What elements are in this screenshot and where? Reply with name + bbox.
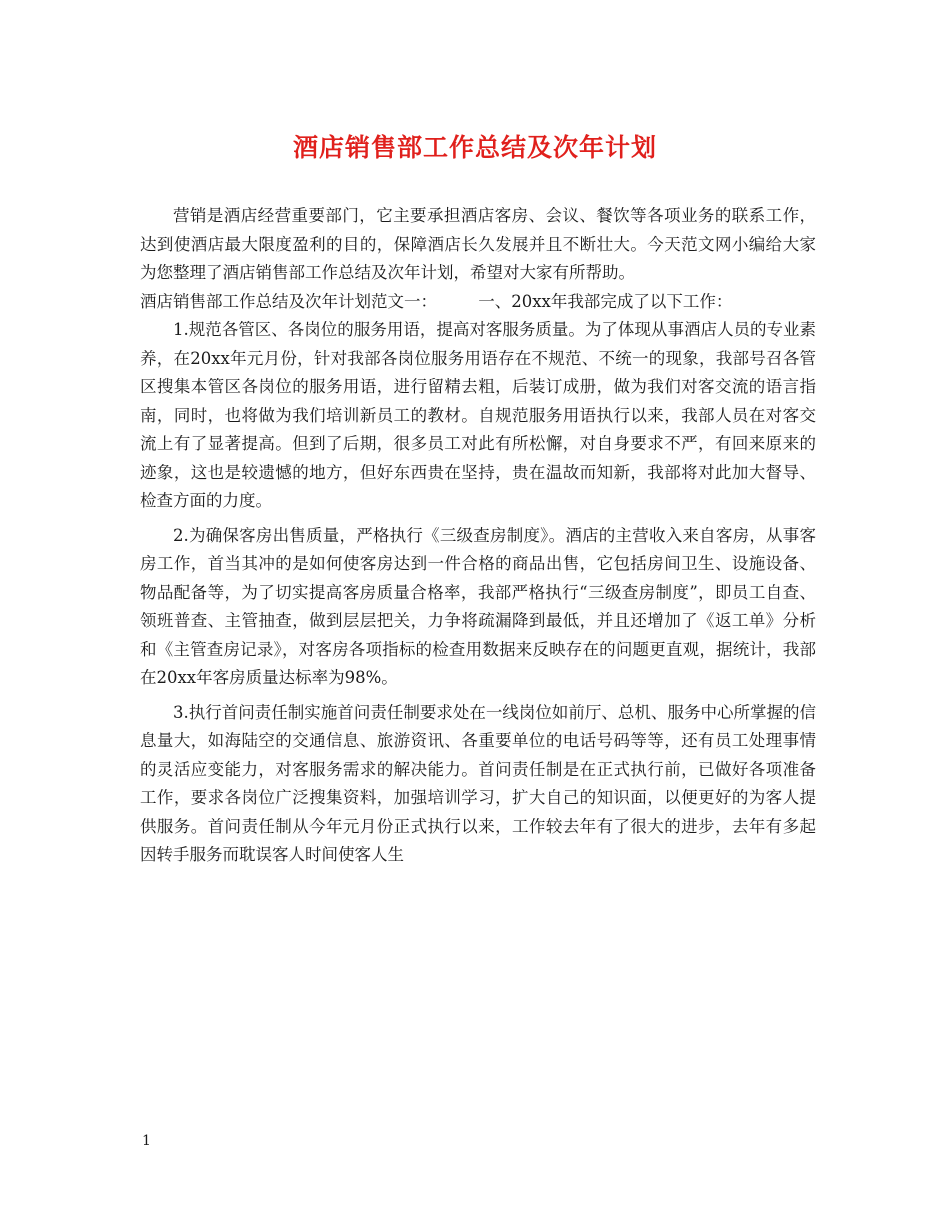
document-title: 酒店销售部工作总结及次年计划 <box>292 133 657 162</box>
item-1-paragraph: 1.规范各管区、各岗位的服务用语，提高对客服务质量。为了体现从事酒店人员的专业素养，在20xx年元月份，针对我部各岗位服务用语存在不规范、不统一的现象，我部号召各管区搜集本管区各岗位的服务用语，进行留精去粗，后装订成册，做为我们对客交流的语言指南，同时，也将做为我们培训新员工的教材。自规范服务用语执行以来，我部人员在对客交流上有了显著提高。但到了后期，很多员工对此有所松懈，对自身要求不严，有回来原来的迹象，这也是较遗憾的地方，但好东西贵在坚持，贵在温故而知新，我部将对此加大督导、检查方面的力度。 <box>140 320 816 510</box>
intro-paragraph: 营销是酒店经营重要部门，它主要承担酒店客房、会议、餐饮等各项业务的联系工作，达到使酒店最大限度盈利的目的，保障酒店长久发展并且不断壮大。今天范文网小编给大家为您整理了酒店销售部工作总结及次年计划，希望对大家有所帮助。 <box>140 206 816 282</box>
section-heading-line: 酒店销售部工作总结及次年计划范文一： 一、20xx年我部完成了以下工作： <box>140 291 733 311</box>
item-3-paragraph: 3.执行首问责任制实施首问责任制要求处在一线岗位如前厅、总机、服务中心所掌握的信息量大，如海陆空的交通信息、旅游资讯、各重要单位的电话号码等等，还有员工处理事情的灵活应变能力，对客服务需求的解决能力。首问责任制是在正式执行前，已做好各项准备工作，要求各岗位广泛搜集资料，加强培训学习，扩大自己的知识面，以便更好的为客人提供服务。首问责任制从今年元月份正式执行以来，工作较去年有了很大的进步，去年有多起因转手服务而耽误客人时间使客人生 <box>140 702 816 864</box>
document-body <box>140 202 816 870</box>
item-2-paragraph: 2.为确保客房出售质量，严格执行《三级查房制度》。酒店的主营收入来自客房，从事客房工作，首当其冲的是如何使客房达到一件合格的商品出售，它包括房间卫生、设施设备、物品配备等，为了切实提高客房质量合格率，我部严格执行“三级查房制度”，即员工自查、领班普查、主管抽查，做到层层把关，力争将疏漏降到最低，并且还增加了《返工单》分析和《主管查房记录》，对客房各项指标的检查用数据来反映存在的问题更直观，据统计，我部在20xx年客房质量达标率为98%。 <box>140 525 816 687</box>
page-number: 1 <box>142 1133 151 1149</box>
